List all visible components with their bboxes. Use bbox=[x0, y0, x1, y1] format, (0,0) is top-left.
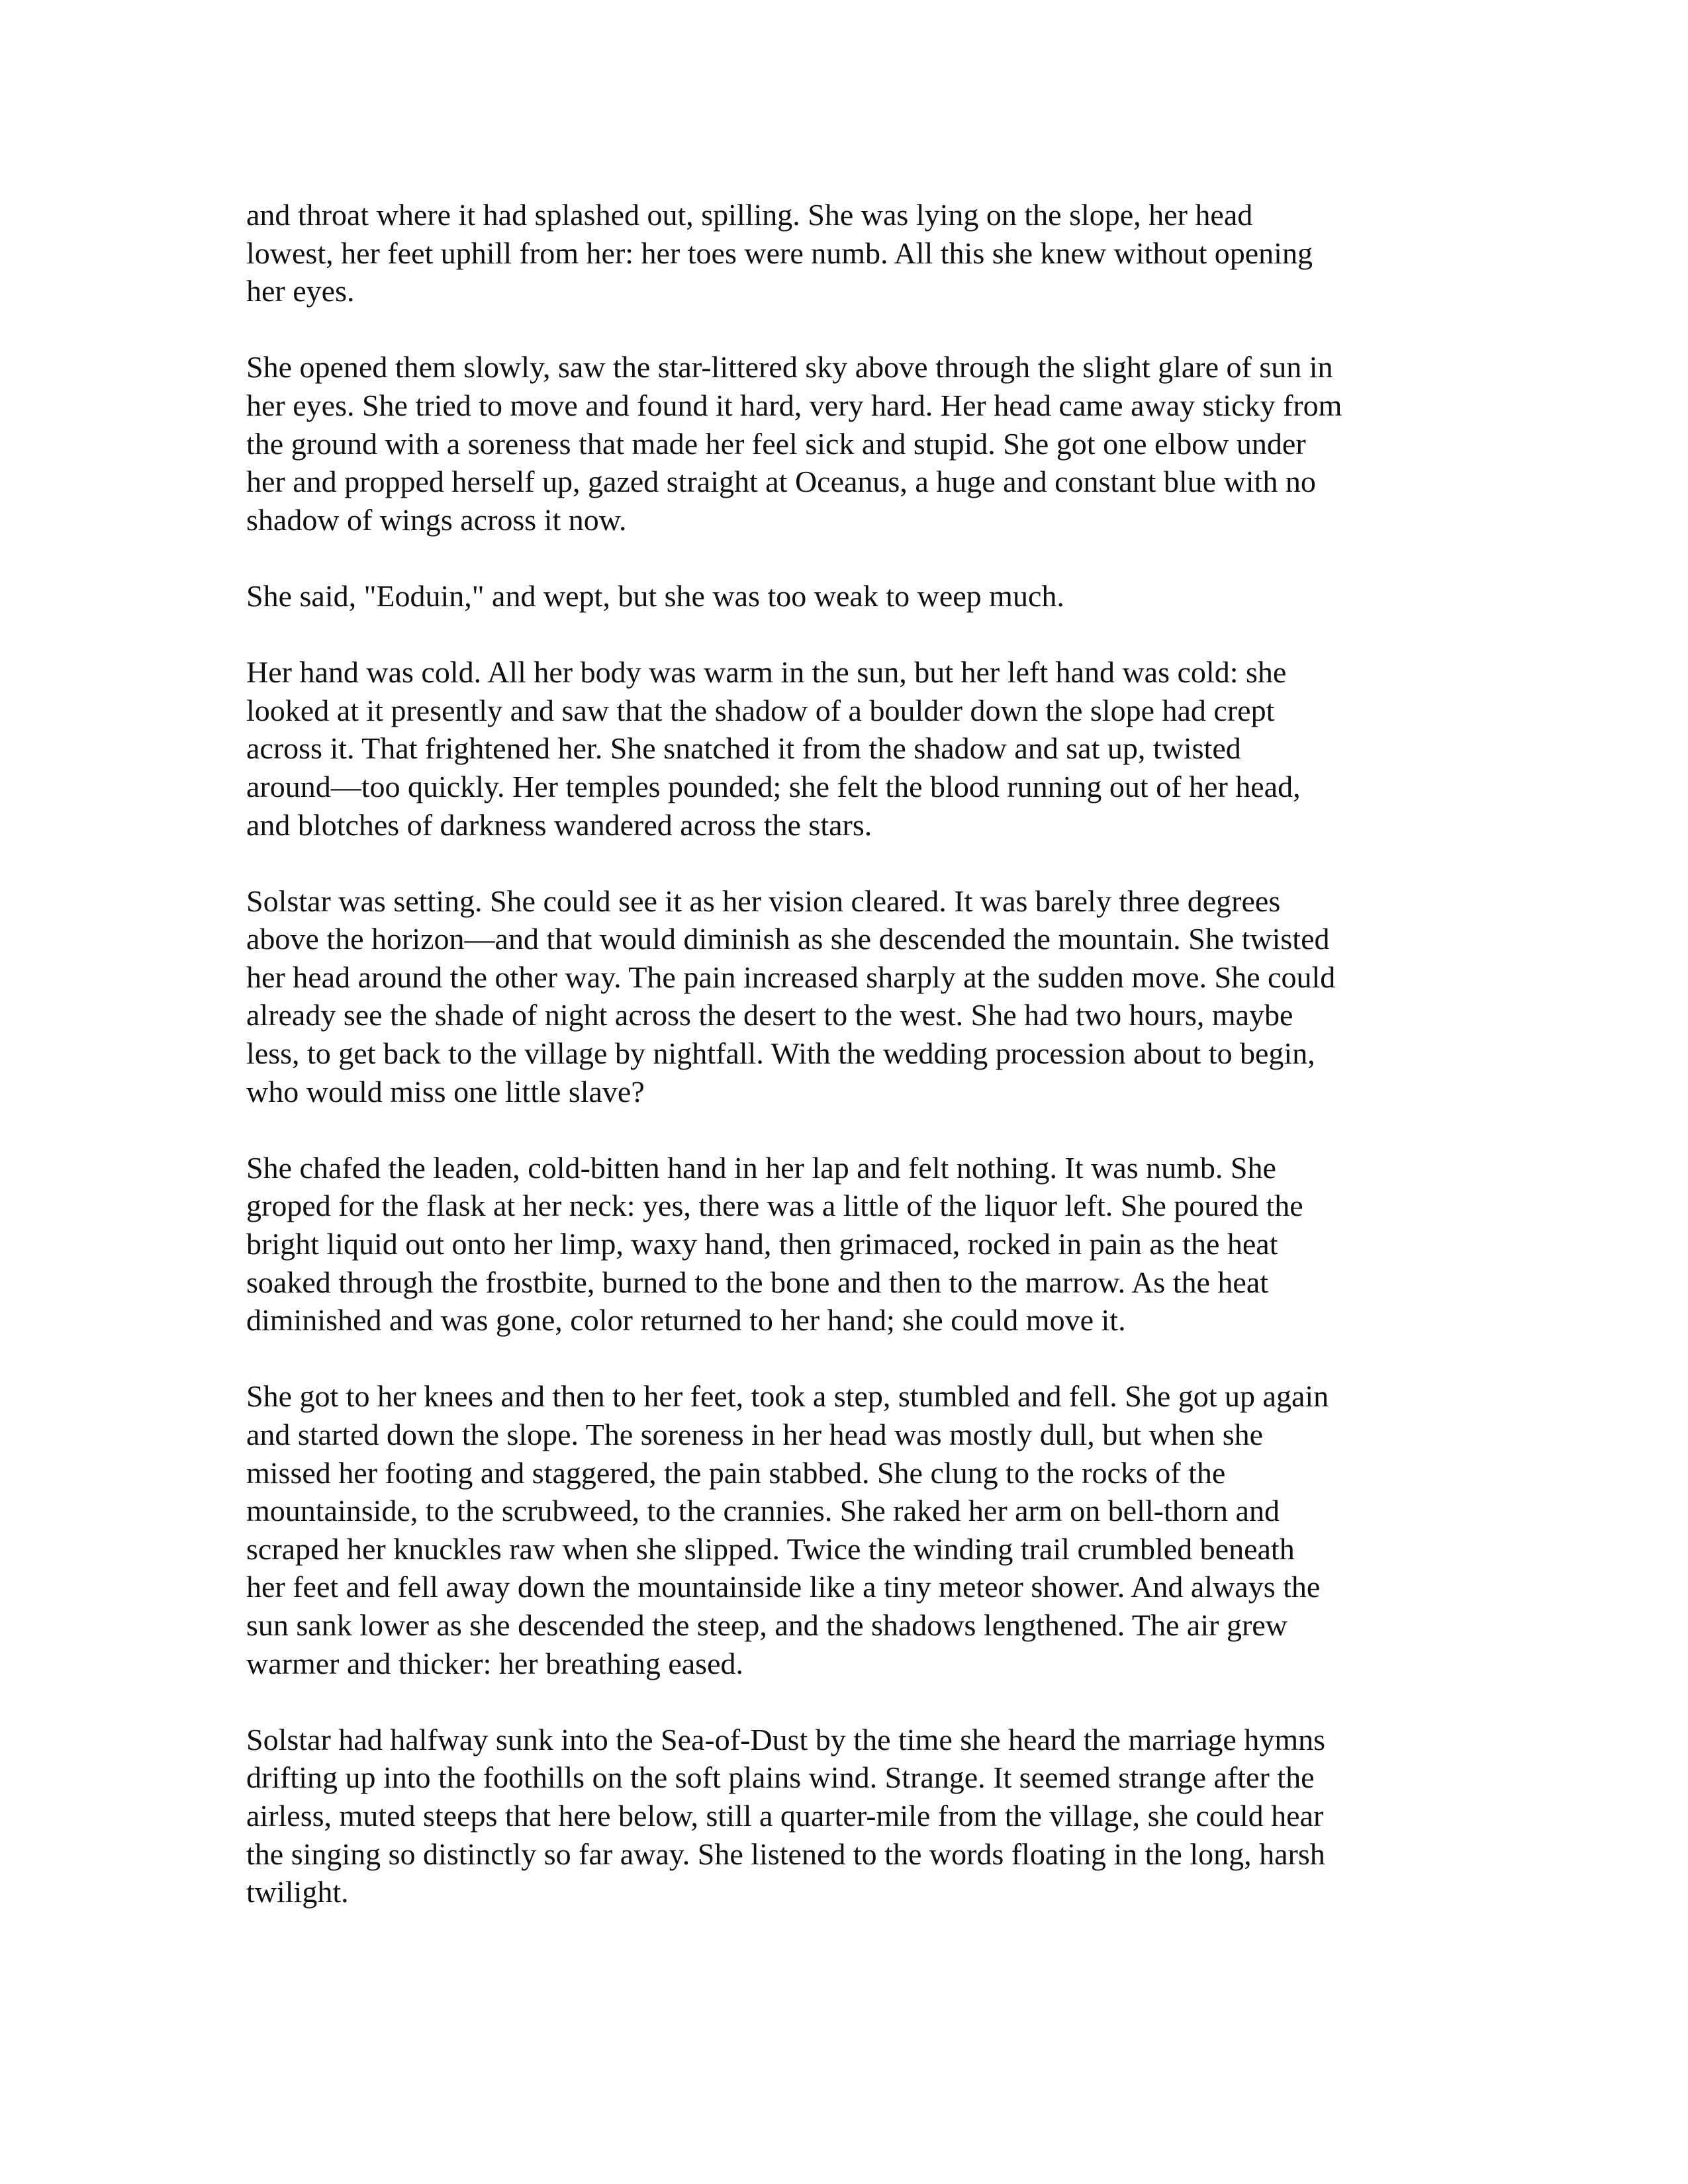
paragraph-8: Solstar had halfway sunk into the Sea-of-Dust by the time she heard the marriage hymns drifting up into the foothills on the soft plains wind. Strange. It seemed strange after the airless, muted steeps that here below, still a quarter-mile from the village, she could hear the singing so distinctly so far away. She listened to the words floating in the long, harsh twilight. bbox=[246, 1722, 1326, 1909]
paragraph-2: She opened them slowly, saw the star-littered sky above through the slight glare of sun in her eyes. She tried to move and found it hard, very hard. Her head came away sticky from the ground with a soreness that made her feel sick and stupid. She got one elbow under her and propped herself up, gazed straight at Oceanus, a huge and constant blue with no shadow of wings across it now. bbox=[246, 350, 1342, 537]
paragraph-7: She got to her knees and then to her feet, took a step, stumbled and fell. She got up again and started down the slope. The soreness in her head was mostly dull, but when she missed her footing and staggered, the pain stabbed. She clung to the rocks of the mountainside, to the scrubweed, to the crannies. She raked her arm on bell-thorn and scraped her knuckles raw when she slipped. Twice the winding trail crumbled beneath her feet and fell away down the mountainside like a tiny meteor shower. And always the sun sank lower as she descended the steep, and the shadows lengthened. The air grew warmer and thicker: her breathing eased. bbox=[246, 1379, 1329, 1680]
paragraph-4: Her hand was cold. All her body was warm in the sun, but her left hand was cold: she looked at it presently and saw that the shadow of a boulder down the slope had crept across it. That frightened her. She snatched it from the shadow and sat up, twisted around—too quickly. Her temples pounded; she felt the blood running out of her head, and blotches of darkness wandered across the stars. bbox=[246, 655, 1301, 842]
paragraph-1: and throat where it had splashed out, spilling. She was lying on the slope, her head lowest, her feet uphill from her: her toes were numb. All this she knew without opening her eyes. bbox=[246, 198, 1313, 308]
paragraph-5: Solstar was setting. She could see it as her vision cleared. It was barely three degrees above the horizon—and that would diminish as she descended the mountain. She twisted her head around the other way. The pain increased sharply at the sudden move. She could already see the shade of night across the desert to the west. She had two hours, maybe less, to get back to the village by nightfall. With the wedding procession about to begin, who would miss one little slave? bbox=[246, 884, 1336, 1109]
paragraph-6: She chafed the leaden, cold-bitten hand in her lap and felt nothing. It was numb. She groped for the flask at her neck: yes, there was a little of the liquor left. She poured the bright liquid out onto her limp, waxy hand, then grimaced, rocked in pain as the heat soaked through the frostbite, burned to the bone and then to the marrow. As the heat diminished and was gone, color returned to her hand; she could move it. bbox=[246, 1150, 1303, 1338]
paragraph-3: She said, "Eoduin," and wept, but she was too weak to weep much. bbox=[246, 578, 1064, 613]
page-body bbox=[246, 196, 1438, 1949]
